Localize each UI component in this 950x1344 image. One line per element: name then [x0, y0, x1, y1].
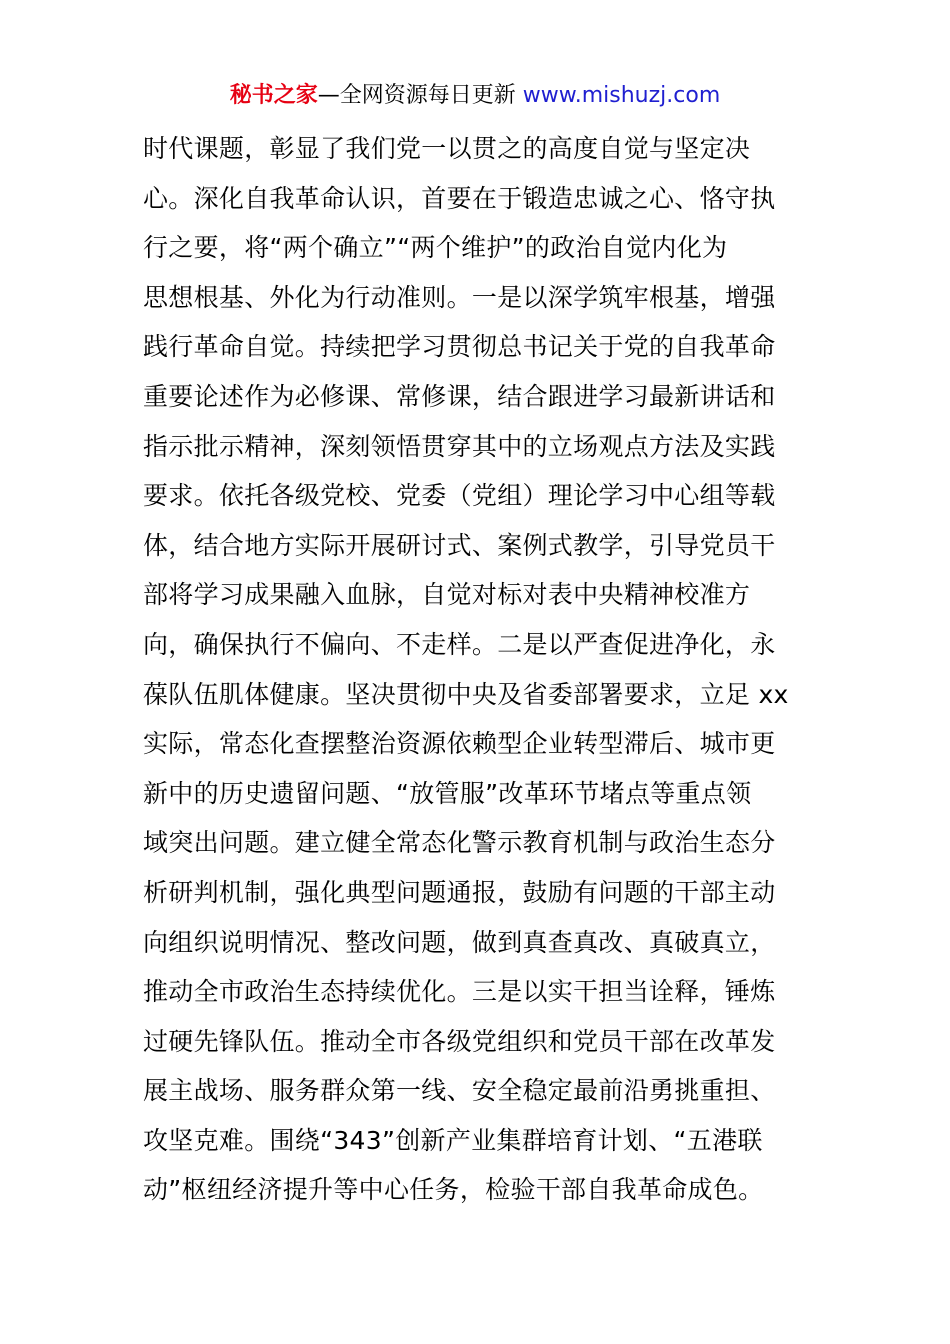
body-line: 心。深化自我革命认识，首要在于锻造忠诚之心、恪守执 — [143, 183, 776, 213]
body-line: 向组织说明情况、整改问题，做到真查真改、真破真立， — [143, 927, 776, 957]
body-line: 葆队伍肌体健康。坚决贯彻中央及省委部署要求，立足 xx — [143, 679, 789, 709]
body-line: 攻坚克难。围绕“343”创新产业集群培育计划、“五港联 — [143, 1125, 763, 1155]
body-line: 动”枢纽经济提升等中心任务，检验干部自我革命成色。 — [143, 1175, 764, 1205]
site-url-link[interactable]: www.mishuzj.com — [522, 83, 721, 108]
body-line: 行之要，将“两个确立”“两个维护”的政治自觉内化为 — [143, 233, 728, 263]
body-line: 实际，常态化查摆整治资源依赖型企业转型滞后、城市更 — [143, 729, 776, 759]
body-line: 新中的历史遗留问题、“放管服”改革环节堵点等重点领 — [143, 778, 752, 808]
body-line: 析研判机制，强化典型问题通报，鼓励有问题的干部主动 — [143, 877, 776, 907]
body-line: 时代课题，彰显了我们党一以贯之的高度自觉与坚定决 — [143, 134, 751, 163]
body-line: 要求。依托各级党校、党委（党组）理论学习中心组等载 — [143, 481, 776, 511]
body-line: 推动全市政治生态持续优化。三是以实干担当诠释，锤炼 — [143, 977, 776, 1007]
body-line: 体，结合地方实际开展研讨式、案例式教学，引导党员干 — [143, 530, 776, 560]
site-brand: 秘书之家 — [229, 83, 318, 108]
body-line: 向，确保执行不偏向、不走样。二是以严查促进净化，永 — [143, 629, 776, 659]
body-line: 重要论述作为必修课、常修课，结合跟进学习最新讲话和 — [143, 381, 776, 411]
site-header — [0, 80, 950, 112]
body-line: 展主战场、服务群众第一线、安全稳定最前沿勇挑重担、 — [143, 1076, 776, 1106]
body-line: 过硬先锋队伍。推动全市各级党组织和党员干部在改革发 — [143, 1026, 776, 1056]
body-line: 域突出问题。建立健全常态化警示教育机制与政治生态分 — [143, 828, 776, 858]
body-line: 指示批示精神，深刻领悟贯穿其中的立场观点方法及实践 — [143, 431, 776, 461]
document-body — [143, 124, 813, 1215]
site-tagline: —全网资源每日更新 — [317, 83, 523, 108]
body-line: 思想根基、外化为行动准则。一是以深学筑牢根基，增强 — [143, 282, 776, 312]
body-line: 部将学习成果融入血脉，自觉对标对表中央精神校准方 — [143, 580, 751, 610]
body-line: 践行革命自觉。持续把学习贯彻总书记关于党的自我革命 — [143, 332, 776, 362]
